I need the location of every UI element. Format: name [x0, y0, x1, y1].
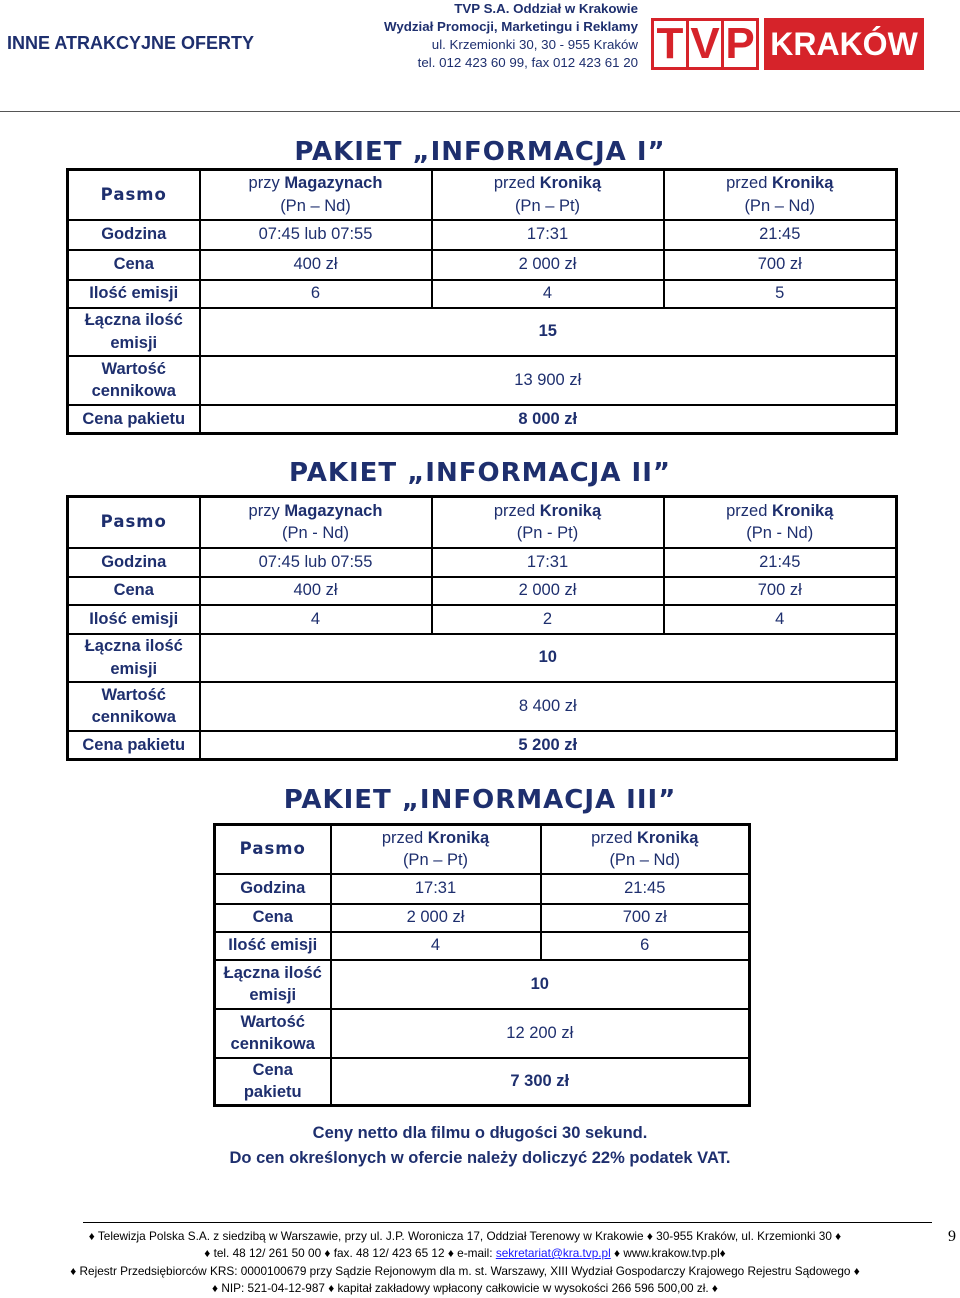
- table-row-time: [215, 874, 750, 904]
- row-label-wartosc-cennikowa: Wartość cennikowa: [68, 682, 200, 731]
- slot-header-cell: [200, 170, 432, 220]
- table-row-total-emissions: [215, 960, 750, 1009]
- price-cell: 400 zł: [200, 250, 432, 280]
- slot-prefix: przed: [381, 828, 424, 847]
- table-row-emissions: [68, 605, 897, 634]
- price-cell: 700 zł: [664, 577, 897, 605]
- footer-registry-line: ♦ Rejestr Przedsiębiorców KRS: 0000100679 przy Sądzie Rejonowym dla m. st. Warszawy, XIII Wydział Gospodarczy Krajowego Rejestru Sądowego ♦: [70, 1263, 860, 1278]
- company-phone-fax: tel. 012 423 60 99, fax 012 423 61 20: [417, 55, 638, 70]
- row-label-text: Cena pakietu: [243, 1060, 302, 1102]
- row-label-text: Łączna ilość emisji: [223, 963, 322, 1004]
- price-notes: [0, 1121, 960, 1171]
- footer: [35, 1228, 895, 1298]
- price-cell: 700 zł: [664, 250, 897, 280]
- table-row-time: [68, 548, 897, 577]
- time-cell: 21:45: [664, 548, 897, 577]
- slot-days: (Pn – Nd): [280, 196, 351, 215]
- row-label-wartosc-cennikowa: Wartość cennikowa: [68, 356, 200, 405]
- row-label-cena-pakietu: [215, 1058, 331, 1106]
- row-label-cena: Cena: [68, 577, 200, 605]
- slot-days: (Pn - Nd): [746, 524, 814, 543]
- logo-letter: V: [686, 18, 724, 70]
- emissions-cell: 5: [664, 280, 897, 308]
- slot-header-cell: [541, 825, 750, 874]
- table-row-price: [68, 577, 897, 605]
- row-label-cena-pakietu: Cena pakietu: [68, 405, 200, 434]
- table-row-price: [215, 904, 750, 932]
- total-emissions-value: 10: [331, 960, 750, 1009]
- time-cell: 07:45 lub 07:55: [200, 548, 432, 577]
- slot-program-name: Kroniką: [539, 174, 602, 193]
- slot-header-cell: [331, 825, 541, 874]
- row-label-ilosc-emisji: Ilość emisji: [68, 280, 200, 308]
- emissions-cell: 4: [200, 605, 432, 634]
- row-label-godzina: Godzina: [68, 548, 200, 577]
- slot-header-cell: [664, 497, 897, 548]
- slot-program: [206, 500, 426, 523]
- table-row-total-emissions: [68, 308, 897, 356]
- slot-program-name: Kroniką: [771, 501, 834, 520]
- emissions-cell: 4: [331, 932, 541, 960]
- time-cell: 21:45: [541, 874, 750, 904]
- slot-header-cell: [432, 497, 664, 548]
- list-value: 13 900 zł: [200, 356, 897, 405]
- footer-tax-line: ♦ NIP: 521-04-12-987 ♦ kapitał zakładowy wpłacony całkowicie w wysokości 266 596 500,00 zł. ♦: [212, 1281, 718, 1295]
- slot-program-name: Kroniką: [636, 828, 699, 847]
- row-label-text: Wartość cennikowa: [230, 1012, 315, 1053]
- row-label-godzina: Godzina: [68, 220, 200, 250]
- package-title: PAKIET „INFORMACJA I”: [294, 137, 666, 167]
- emissions-cell: 4: [432, 280, 664, 308]
- row-label-cena-pakietu: Cena pakietu: [68, 731, 200, 760]
- price-cell: 400 zł: [200, 577, 432, 605]
- footer-contact-line: [35, 1245, 895, 1263]
- package-title: PAKIET „INFORMACJA III”: [283, 785, 677, 815]
- table-row-time: [68, 220, 897, 250]
- emissions-cell: 4: [664, 605, 897, 634]
- row-label-text: Cena: [252, 908, 293, 927]
- slot-prefix: przed: [591, 828, 633, 847]
- footer-website-text: ♦ www.krakow.tvp.pl♦: [614, 1246, 726, 1260]
- table-row-slot: [68, 497, 897, 548]
- slot-prefix: przed: [726, 174, 768, 193]
- slot-program-name: Magazynach: [284, 174, 383, 193]
- email-link[interactable]: sekretariat@kra.tvp.pl: [495, 1246, 611, 1260]
- header-divider: [0, 111, 960, 112]
- row-label-laczna-ilosc-emisji: Łączna ilość emisji: [68, 308, 200, 356]
- table-row-slot: [215, 825, 750, 874]
- total-emissions-value: 15: [200, 308, 897, 356]
- row-label-text: Godzina: [240, 879, 306, 898]
- slot-program-name: Magazynach: [284, 501, 383, 520]
- slot-program: [670, 500, 891, 523]
- emissions-cell: 2: [432, 605, 664, 634]
- package-price-value: 8 000 zł: [200, 405, 897, 434]
- slot-program: [337, 827, 535, 850]
- row-label-cena: [215, 904, 331, 932]
- row-label-pasmo: Pasmo: [215, 825, 331, 874]
- price-cell: 700 zł: [541, 904, 750, 932]
- slot-program-name: Kroniką: [539, 501, 602, 520]
- company-address: ul. Krzemionki 30, 30 - 955 Kraków: [431, 37, 638, 52]
- list-value: 12 200 zł: [331, 1009, 750, 1058]
- package-title: PAKIET „INFORMACJA II”: [289, 458, 671, 488]
- slot-program: [670, 172, 891, 195]
- row-label-pasmo: Pasmo: [68, 170, 200, 220]
- company-address-block: [384, 0, 638, 72]
- table-row-slot: [68, 170, 897, 220]
- package-price-value: 7 300 zł: [331, 1058, 750, 1106]
- package-table: [66, 168, 898, 435]
- package-price-value: 5 200 zł: [200, 731, 897, 760]
- slot-prefix: przy: [248, 174, 280, 193]
- slot-days: (Pn – Pt): [402, 851, 469, 870]
- section-title: INNE ATRAKCYJNE OFERTY: [7, 33, 255, 53]
- slot-header-cell: [664, 170, 897, 220]
- slot-days: (Pn – Nd): [609, 851, 681, 870]
- row-label-godzina: [215, 874, 331, 904]
- slot-days: (Pn - Nd): [282, 524, 349, 543]
- row-label-wartosc-cennikowa: [215, 1009, 331, 1058]
- time-cell: 17:31: [432, 548, 664, 577]
- slot-header-cell: [432, 170, 664, 220]
- list-value: 8 400 zł: [200, 682, 897, 731]
- emissions-cell: 6: [541, 932, 750, 960]
- slot-prefix: przed: [493, 501, 536, 520]
- slot-days: (Pn – Pt): [514, 196, 581, 215]
- package-table: [213, 823, 751, 1107]
- row-label-ilosc-emisji: [215, 932, 331, 960]
- time-cell: 07:45 lub 07:55: [200, 220, 432, 250]
- table-row-emissions: [68, 280, 897, 308]
- logo-city: KRAKÓW: [764, 18, 924, 70]
- table-row-package-price: [215, 1058, 750, 1106]
- emissions-cell: 6: [200, 280, 432, 308]
- footer-contact-text: ♦ tel. 48 12/ 261 50 00 ♦ fax. 48 12/ 423 65 12 ♦ e-mail:: [204, 1246, 493, 1260]
- table-row-package-price: [68, 731, 897, 760]
- note-line: Do cen określonych w ofercie należy doliczyć 22% podatek VAT.: [229, 1149, 731, 1167]
- page-number: 9: [948, 1228, 956, 1245]
- table-row-list-value: [68, 356, 897, 405]
- time-cell: 17:31: [432, 220, 664, 250]
- slot-days: (Pn - Pt): [516, 524, 579, 543]
- footer-company-line: ♦ Telewizja Polska S.A. z siedzibą w Warszawie, przy ul. J.P. Woronicza 17, Oddział Terenowy w Krakowie ♦ 30-955 Kraków, ul. Krzemionki 30 ♦: [88, 1228, 842, 1243]
- row-label-laczna-ilosc-emisji: [215, 960, 331, 1009]
- slot-program-name: Kroniką: [771, 174, 834, 193]
- table-row-package-price: [68, 405, 897, 434]
- price-cell: 2 000 zł: [331, 904, 541, 932]
- table-row-list-value: [215, 1009, 750, 1058]
- slot-prefix: przy: [248, 501, 280, 520]
- note-line: Ceny netto dla filmu o długości 30 sekund.: [312, 1124, 648, 1142]
- slot-program: [206, 172, 426, 195]
- table-row-total-emissions: [68, 634, 897, 682]
- row-label-laczna-ilosc-emisji: Łączna ilość emisji: [68, 634, 200, 682]
- row-label-cena: Cena: [68, 250, 200, 280]
- slot-program: [438, 172, 658, 195]
- slot-header-cell: [200, 497, 432, 548]
- slot-program: [438, 500, 658, 523]
- company-department: Wydział Promocji, Marketingu i Reklamy: [384, 19, 638, 34]
- row-label-text: Ilość emisji: [228, 936, 318, 955]
- total-emissions-value: 10: [200, 634, 897, 682]
- logo-tvp-mark: [651, 18, 756, 70]
- slot-days: (Pn – Nd): [744, 196, 816, 215]
- package-table: [66, 495, 898, 761]
- table-row-emissions: [215, 932, 750, 960]
- logo-letter: T: [651, 18, 689, 70]
- tvp-krakow-logo: [651, 18, 924, 70]
- table-row-price: [68, 250, 897, 280]
- price-cell: 2 000 zł: [432, 577, 664, 605]
- slot-prefix: przed: [726, 501, 768, 520]
- time-cell: 17:31: [331, 874, 541, 904]
- table-row-list-value: [68, 682, 897, 731]
- logo-letter: P: [721, 18, 759, 70]
- time-cell: 21:45: [664, 220, 897, 250]
- slot-program-name: Kroniką: [427, 828, 490, 847]
- price-cell: 2 000 zł: [432, 250, 664, 280]
- company-name: TVP S.A. Oddział w Krakowie: [454, 1, 638, 16]
- slot-program: [547, 827, 744, 850]
- slot-prefix: przed: [493, 174, 536, 193]
- row-label-pasmo: Pasmo: [68, 497, 200, 548]
- row-label-ilosc-emisji: Ilość emisji: [68, 605, 200, 634]
- footer-divider: [83, 1222, 932, 1223]
